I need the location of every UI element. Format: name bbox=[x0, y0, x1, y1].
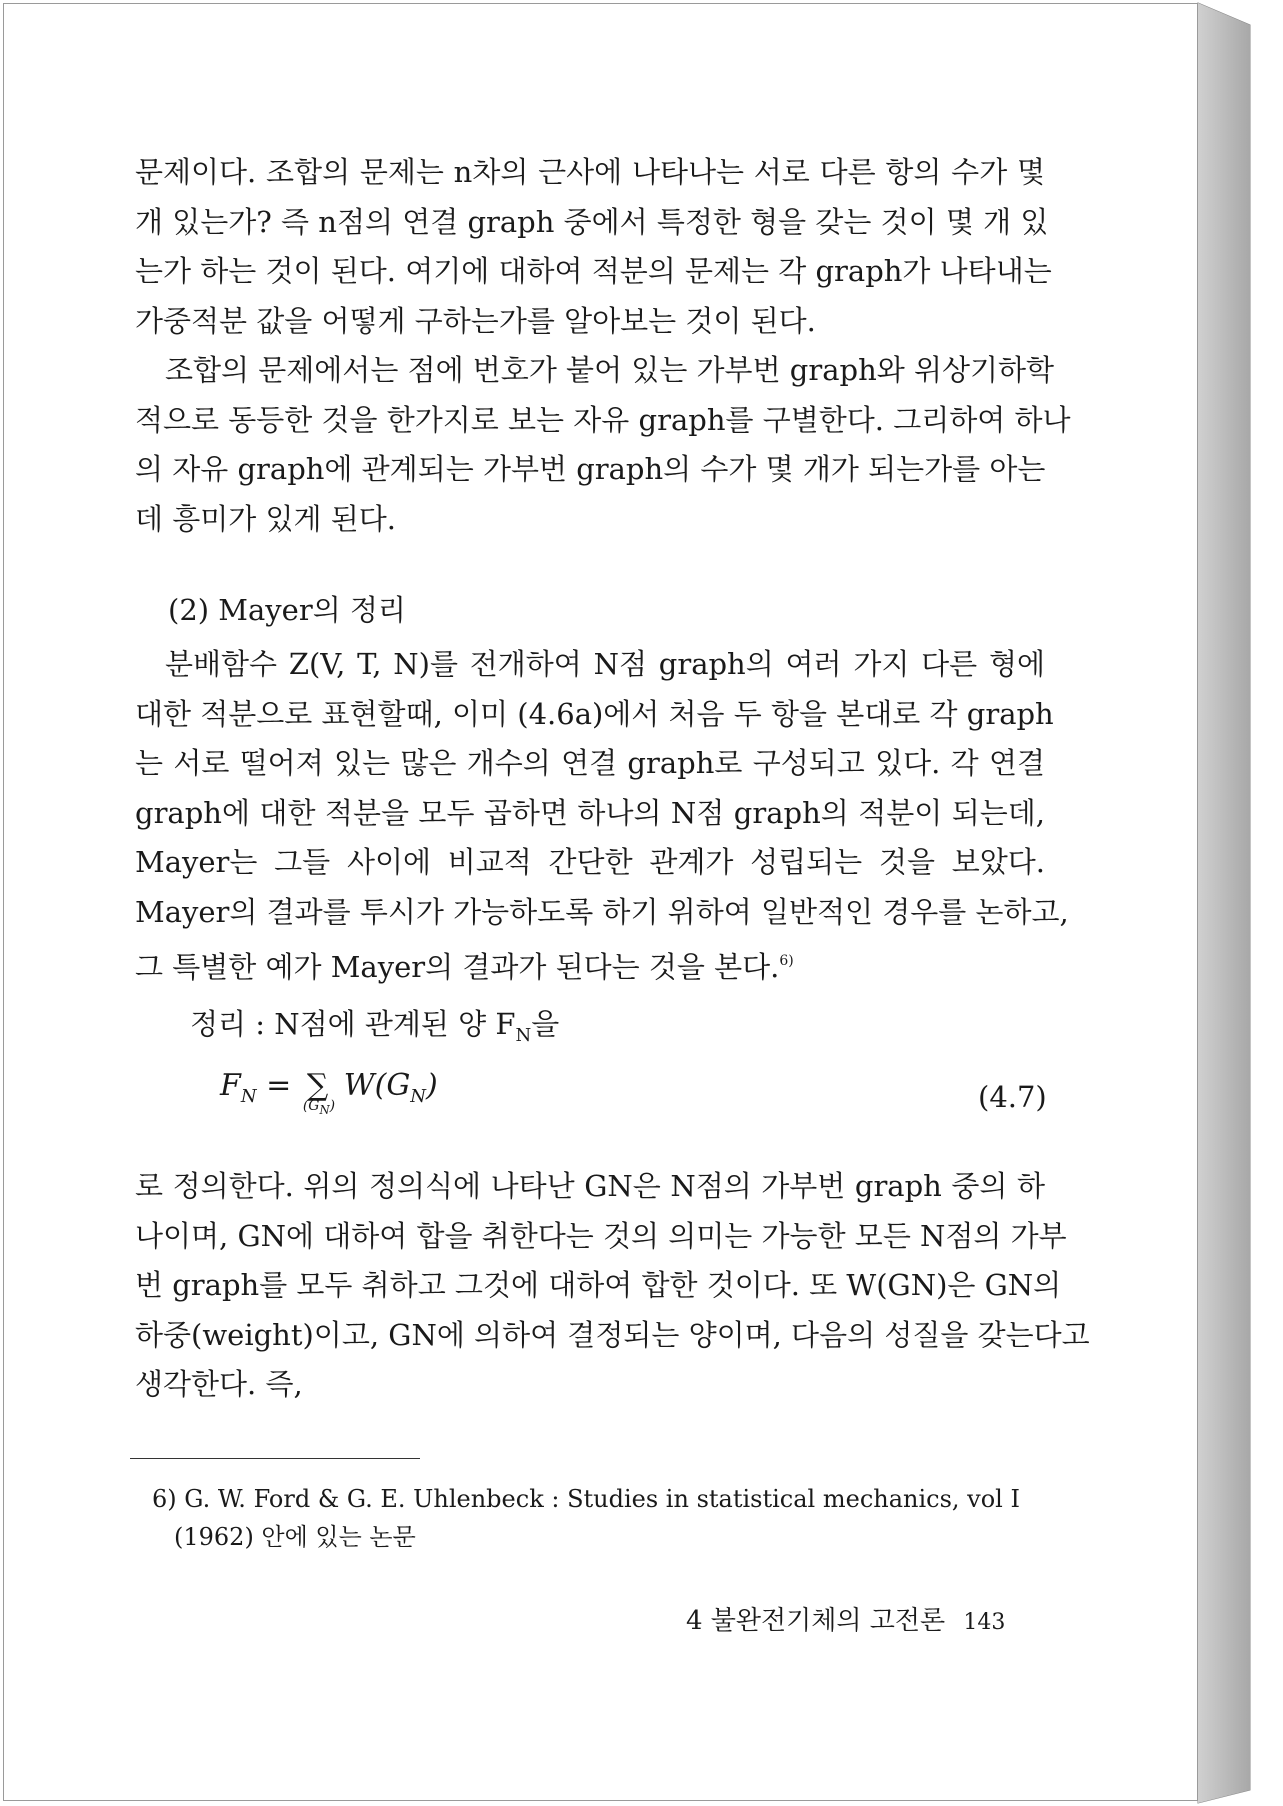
theorem-tail: 을 bbox=[531, 1007, 560, 1041]
equation bbox=[220, 1068, 438, 1117]
footnote-divider bbox=[130, 1458, 420, 1459]
footnote-reference: 6) bbox=[779, 953, 794, 969]
footnote bbox=[152, 1480, 1032, 1556]
summation-index-text: (G bbox=[302, 1098, 320, 1114]
summation-index-close: ) bbox=[329, 1098, 336, 1114]
equation-rhs-close: ) bbox=[426, 1068, 438, 1103]
text-line: 가중적분 값을 어떻게 구하는가를 알아보는 것이 된다. bbox=[135, 303, 816, 338]
equation-lhs: F bbox=[220, 1068, 241, 1103]
summation-index-subscript: N bbox=[319, 1102, 330, 1117]
summation-symbol bbox=[302, 1068, 336, 1117]
equation-equals: = bbox=[266, 1068, 292, 1103]
text-line: graph에 대한 적분을 모두 곱하면 하나의 N점 graph의 적분이 되는데, bbox=[135, 795, 1045, 830]
equation-rhs-subscript: N bbox=[410, 1086, 427, 1107]
paragraph-1 bbox=[135, 148, 1071, 544]
theorem-intro bbox=[190, 1002, 559, 1046]
footnote-line: 6) G. W. Ford & G. E. Uhlenbeck : Studies in statistical mechanics, vol Ⅰ bbox=[152, 1485, 1020, 1513]
text-line: 적으로 동등한 것을 한가지로 보는 자유 graph를 구별한다. 그리하여 하나 bbox=[135, 402, 1071, 437]
text-line: 는 서로 떨어져 있는 많은 개수의 연결 graph로 구성되고 있다. 각 연결 bbox=[135, 746, 1045, 780]
equation-rhs: W(G bbox=[343, 1068, 411, 1103]
footnote-line: (1962) 안에 있는 논문 bbox=[174, 1523, 416, 1551]
theorem-intro-text: 정리 : N점에 관계된 양 F bbox=[190, 1007, 516, 1041]
text-line: 의 자유 graph에 관계되는 가부번 graph의 수가 몇 개가 되는가를 아는 bbox=[135, 452, 1046, 486]
text-line: 생각한다. 즉, bbox=[135, 1367, 303, 1401]
text-line: 분배함수 Z(V, T, N)를 전개하여 N점 graph의 여러 가지 다른 형에 bbox=[165, 647, 1045, 681]
text-line: 개 있는가? 즉 n점의 연결 graph 중에서 특정한 형을 갖는 것이 몇 개 있 bbox=[135, 204, 1049, 239]
text-line: 데 흥미가 있게 된다. bbox=[135, 501, 396, 536]
text-line: 나이며, GN에 대하여 합을 취한다는 것의 의미는 가능한 모든 N점의 가부 bbox=[135, 1218, 1067, 1253]
paragraph-3 bbox=[135, 640, 1069, 993]
text-line: Mayer는 그들 사이에 비교적 간단한 관계가 성립되는 것을 보았다. bbox=[135, 845, 1045, 879]
page-footer bbox=[686, 1600, 1005, 1637]
running-footer-title: 4 불완전기체의 고전론 bbox=[686, 1606, 946, 1636]
text-line: 번 graph를 모두 취하고 그것에 대하여 합한 것이다. 또 W(GN)은 GN의 bbox=[135, 1268, 1062, 1302]
text-line bbox=[135, 937, 1045, 993]
section-heading: (2) Mayer의 정리 bbox=[168, 593, 406, 627]
text-line-content: 그 특별한 예가 Mayer의 결과가 된다는 것을 본다. bbox=[135, 950, 780, 984]
text-line: 는가 하는 것이 된다. 여기에 대하여 적분의 문제는 각 graph가 나타내는 bbox=[135, 254, 1052, 288]
text-line: 문제이다. 조합의 문제는 n차의 근사에 나타나는 서로 다른 항의 수가 몇 bbox=[135, 155, 1045, 189]
text-line: 대한 적분으로 표현할때, 이미 (4.6a)에서 처음 두 항을 본대로 각 graph bbox=[135, 696, 1054, 731]
text-line: 로 정의한다. 위의 정의식에 나타난 GN은 N점의 가부번 graph 중의 하 bbox=[135, 1169, 1045, 1203]
text-line: 조합의 문제에서는 점에 번호가 붙어 있는 가부번 graph와 위상기하학 bbox=[165, 353, 1055, 387]
text-line: Mayer의 결과를 투시가 가능하도록 하기 위하여 일반적인 경우를 논하고, bbox=[135, 894, 1069, 929]
page-number: 143 bbox=[963, 1610, 1006, 1635]
text-line: 하중(weight)이고, GN에 의하여 결정되는 양이며, 다음의 성질을 갖는다고 bbox=[135, 1317, 1090, 1352]
paragraph-4 bbox=[135, 1162, 1090, 1410]
theorem-subscript: N bbox=[515, 1024, 532, 1046]
equation-lhs-subscript: N bbox=[240, 1086, 257, 1107]
summation-sign: ∑ bbox=[306, 1068, 329, 1103]
summation-index bbox=[303, 1098, 335, 1117]
equation-number: (4.7) bbox=[978, 1080, 1047, 1114]
